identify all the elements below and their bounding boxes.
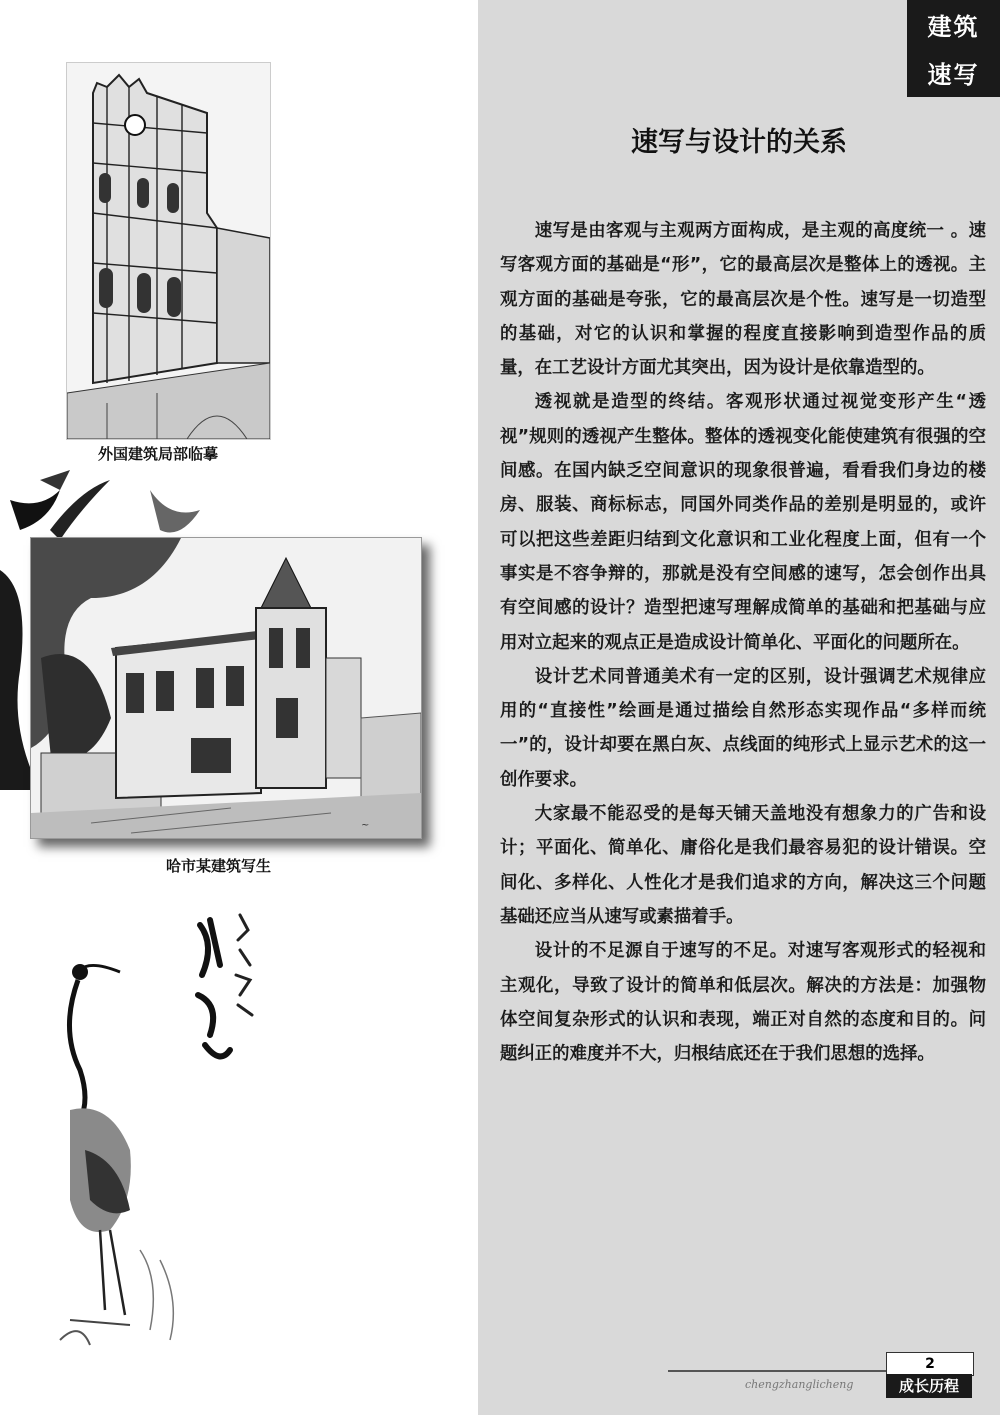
footer-section-label: 成长历程	[886, 1374, 972, 1398]
svg-text:~: ~	[361, 820, 370, 831]
article-paragraph-5: 设计的不足源自于速写的不足。对速写客观形式的轻视和主观化，导致了设计的简单和低层次。解决的方法是：加强物体空间复杂形式的认识和表现，端正对自然的态度和目的。问题纠正的难度并不大，归根结底还在于我们思想的选择。	[500, 941, 986, 1065]
crane-painting	[50, 950, 210, 1350]
right-column	[478, 0, 1000, 1415]
article-paragraph-4: 大家最不能忍受的是每天铺天盖地没有想象力的广告和设计；平面化、简单化、庸俗化是我们最容易犯的设计错误。空间化、多样化、人性化才是我们追求的方向，解决这三个问题基础还应当从速写或素描着手。	[500, 804, 986, 927]
left-column	[0, 0, 478, 1415]
footer-rule	[668, 1370, 886, 1372]
building-sketch-1-drawing	[67, 63, 270, 439]
article-paragraph-3: 设计艺术同普通美术有一定的区别，设计强调艺术规律应用的“直接性”绘画是通过描绘自然形态实现作品“多样而统一”的，设计却要在黑白灰、点线面的纯形式上显示艺术的这一创作要求。	[500, 666, 986, 790]
building-sketch-2	[30, 537, 422, 839]
caption-building-sketch-1: 外国建筑局部临摹	[98, 445, 219, 463]
page-number: 2	[886, 1352, 974, 1376]
article-paragraph-1: 速写是由客观与主观两方面构成，是主观的高度统一 。速写客观方面的基础是“形”，它的最高层次是整体上的透视。主观方面的基础是夸张，它的最高层次是个性。速写是一切造型的基础，对它的认识和掌握的程度直接影响到造型作品的质量，在工艺设计方面尤其突出，因为设计是依靠造型的。	[500, 221, 986, 379]
article-paragraph-2: 透视就是造型的终结。客观形状通过视觉变形产生“透视”规则的透视产生整体。整体的透视变化能使建筑有很强的空间感。在国内缺乏空间意识的现象很普遍，看看我们身边的楼房、服装、商标标志，同国外同类作品的差别是明显的，或许可以把这些差距归结到文化意识和工业化程度上面，但有一个事实是不容争辩的，那就是没有空间感的速写，怎会创作出具有空间感的设计？造型把速写理解成简单的基础和把基础与应用对立起来的观点正是造成设计简单化、平面化的问题所在。	[500, 392, 986, 653]
building-sketch-2-drawing	[31, 538, 421, 838]
footer-script-text: chengzhanglicheng	[745, 1378, 854, 1391]
section-badge-line1: 建筑	[927, 12, 980, 41]
building-sketch-1	[66, 62, 271, 440]
section-badge-line2: 速写	[927, 61, 980, 90]
article-body	[500, 214, 986, 1071]
section-badge	[907, 0, 1000, 97]
article-title: 速写与设计的关系	[631, 127, 847, 158]
caption-building-sketch-2: 哈市某建筑写生	[166, 857, 272, 875]
